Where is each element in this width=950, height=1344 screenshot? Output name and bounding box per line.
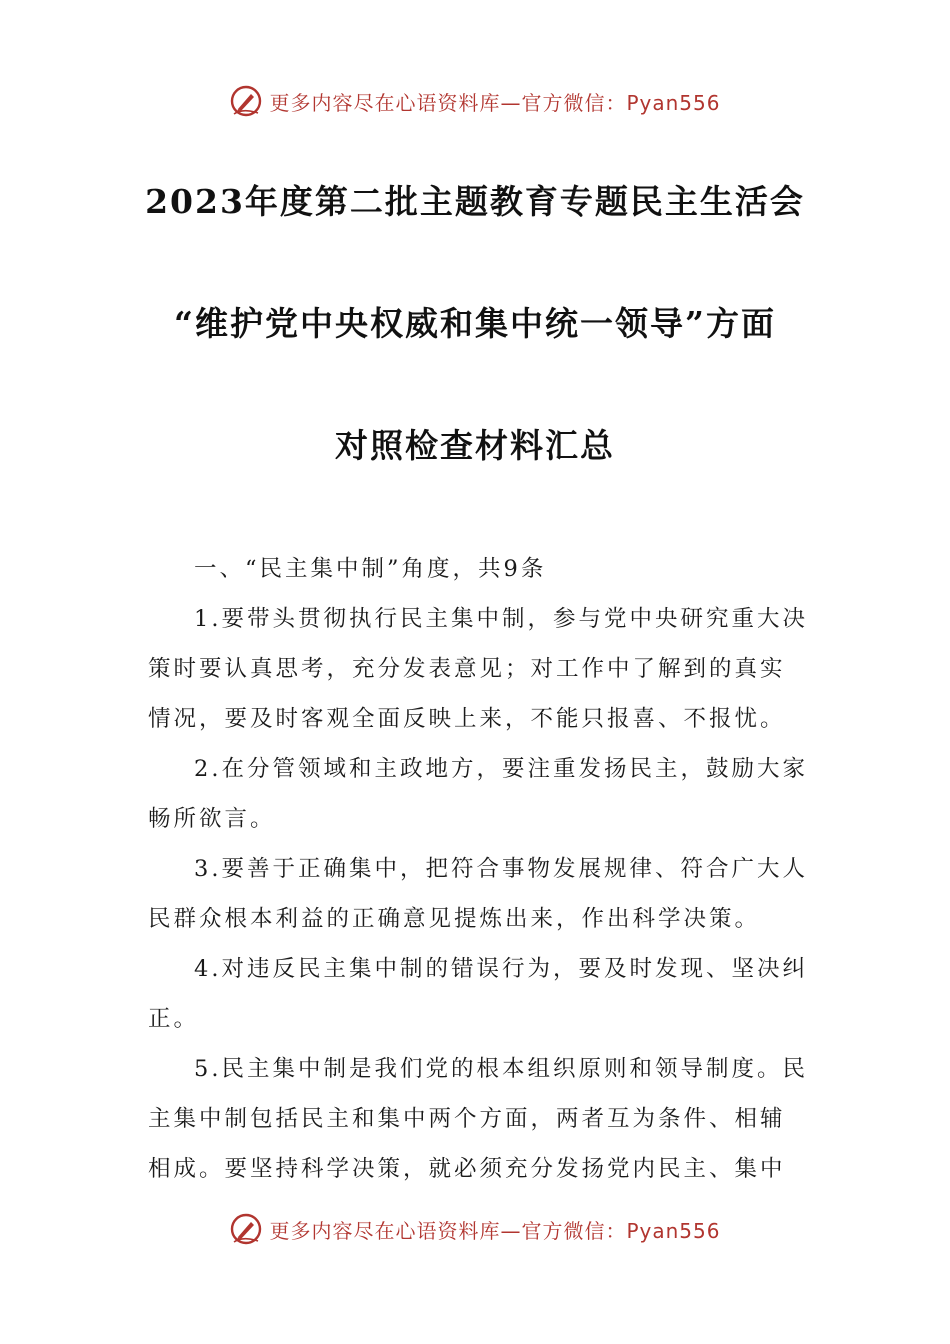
watermark-text: 更多内容尽在心语资料库—官方微信：Pyan556 [269,90,721,115]
paragraph-line: 策时要认真思考，充分发表意见；对工作中了解到的真实 [148,656,786,682]
watermark-footer [0,1212,950,1246]
pen-logo-icon [229,1212,263,1246]
pen-logo-icon [229,84,263,118]
watermark-header [0,84,950,118]
paragraph-line: 畅所欲言。 [148,806,276,832]
document-title-line-2: “维护党中央权威和集中统一领导”方面 [174,304,776,343]
paragraph-line: 相成。要坚持科学决策，就必须充分发扬党内民主、集中 [148,1156,786,1182]
paragraph-line: 1.要带头贯彻执行民主集中制，参与党中央研究重大决 [194,606,808,632]
document-title-line-1: 2023年度第二批主题教育专题民主生活会 [145,182,805,221]
document-title-line-3: 对照检查材料汇总 [335,426,615,465]
paragraph-line: 正。 [148,1006,200,1032]
watermark-text: 更多内容尽在心语资料库—官方微信：Pyan556 [269,1218,721,1243]
paragraph-line: 4.对违反民主集中制的错误行为，要及时发现、坚决纠 [194,956,808,982]
document-body [148,544,808,1194]
paragraph-line: 3.要善于正确集中，把符合事物发展规律、符合广大人 [194,856,808,882]
section-heading: 一、“民主集中制”角度，共9条 [194,556,547,582]
paragraph-line: 主集中制包括民主和集中两个方面，两者互为条件、相辅 [148,1106,786,1132]
paragraph-line: 情况，要及时客观全面反映上来，不能只报喜、不报忧。 [148,706,786,732]
paragraph-line: 民群众根本利益的正确意见提炼出来，作出科学决策。 [148,906,761,932]
paragraph-line: 5.民主集中制是我们党的根本组织原则和领导制度。民 [194,1056,808,1082]
paragraph-line: 2.在分管领域和主政地方，要注重发扬民主，鼓励大家 [194,756,808,782]
